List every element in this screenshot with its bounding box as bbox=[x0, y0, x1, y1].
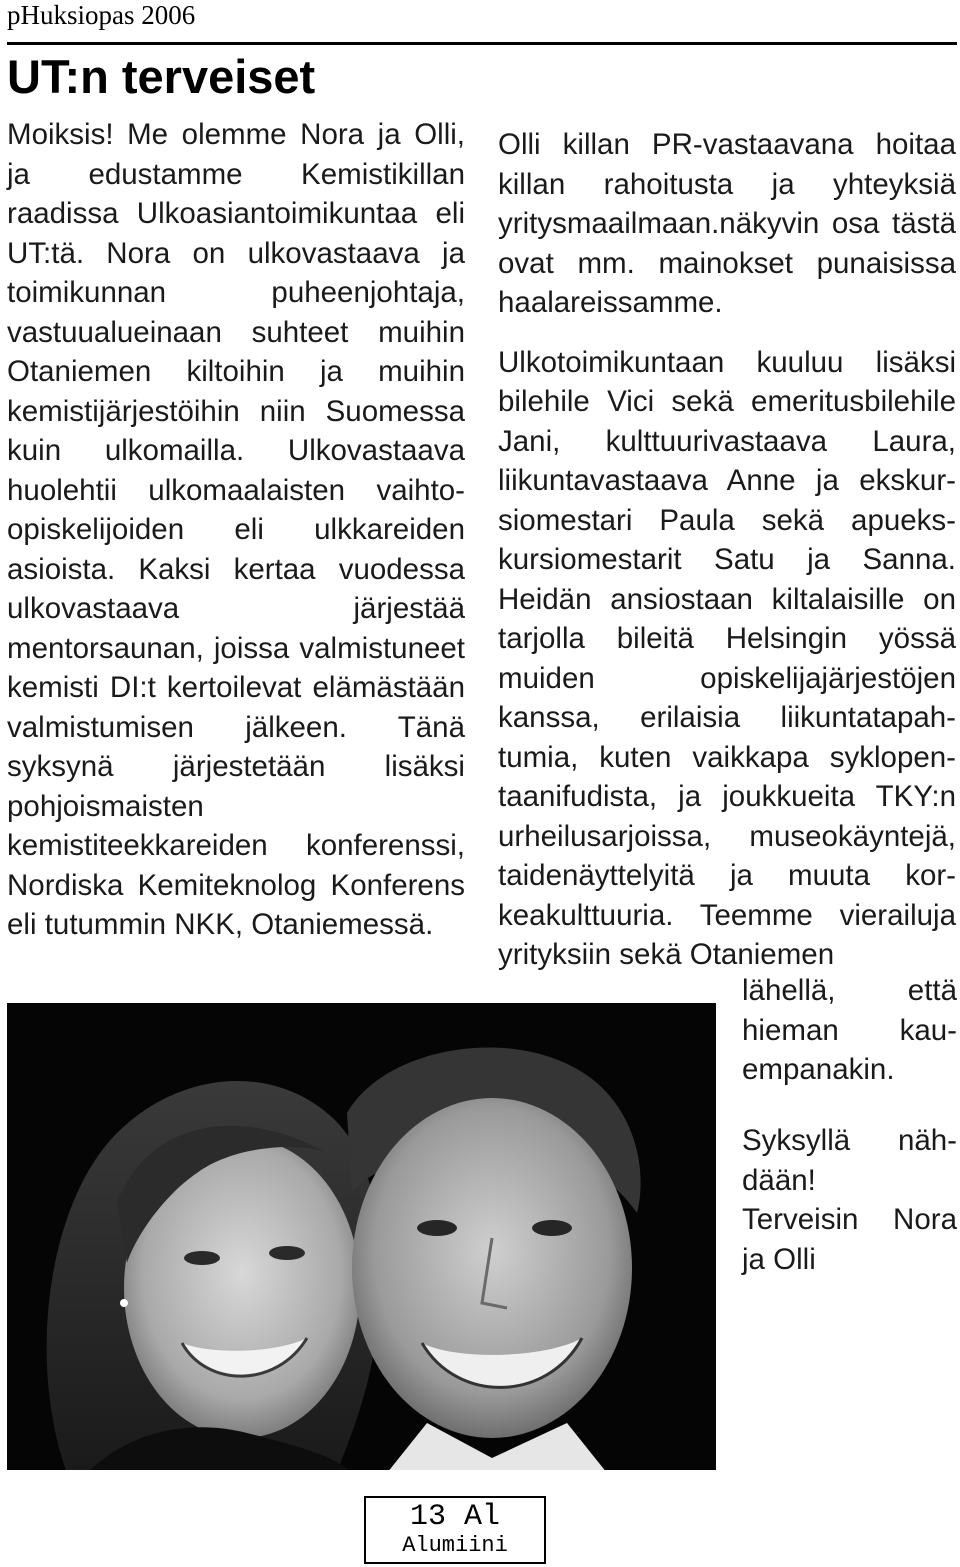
signature-line: Terveisin Nora ja Olli bbox=[742, 1203, 957, 1276]
portrait-photo-drawing bbox=[7, 1003, 716, 1470]
left-column bbox=[7, 115, 465, 945]
narrow-column-continuation bbox=[742, 971, 957, 1090]
article-title: UT:n terveiset bbox=[7, 50, 316, 103]
page-number: 13 bbox=[409, 1500, 446, 1534]
left-column-text: Moiksis! Me olemme Nora ja Olli, ja edustamme Kemistikillan raadissa Ulkoasiantoimikuntaa eli UT:tä. Nora on ulkovastaava ja toimikunnan puheenjohtaja, vastuualueinaan suhteet muihin Otaniemen kiltoihin ja muihin kemistijärjestöihin niin Suomessa kuin ulkomailla. Ulkovastaava huolehtii ulkomaalaisten vaihto-opiskelijoiden eli ulkkareiden asioista. Kaksi kertaa vuodessa ulkovastaava järjestää mentorsaunan, joissa valmistuneet kemisti DI:t kertoilevat elämästään valmistumisen jälkeen. Tänä syksynä järjestetään lisäksi pohjoismaisten kemistiteekkareiden konferenssi, Nordiska Kemiteknolog Konferens eli tutummin NKK, Otaniemessä. bbox=[7, 118, 465, 941]
magazine-logo-mark: Al bbox=[464, 1500, 501, 1534]
greeting-line: Syksyllä nähdään! bbox=[742, 1124, 957, 1197]
header-divider bbox=[7, 42, 957, 45]
magazine-name: Alumiini bbox=[402, 1533, 508, 1558]
closing-greeting bbox=[742, 1121, 957, 1279]
right-column bbox=[498, 125, 956, 975]
narrow-paragraph-1: lähellä, että hieman kauempanakin. bbox=[742, 974, 957, 1086]
right-paragraph-2: Ulkotoimikuntaan kuuluu lisäksi bilehile Vici sekä emeritusbilehile Jani, kulttuurivastaava Laura, liikuntavastaava Anne ja ekskursiomestari Paula sekä apuekskursiomestarit Satu ja Sanna. Heidän ansiostaan kiltalaisille on tarjolla bileitä Helsingin yössä muiden opiskelijajärjestöjen kanssa, erilaisia liikuntatapahtumia, kuten vaikkapa syklopentaanifudista, ja joukkueita TKY:n urheilusarjoissa, museokäyntejä, taidenäyttelyitä ja muuta korkeakulttuuria. Teemme vierailuja yrityksiin sekä Otaniemen bbox=[498, 345, 956, 971]
page-number-line bbox=[366, 1502, 544, 1532]
portrait-photo bbox=[7, 1003, 716, 1470]
right-paragraph-1: Olli killan PR-vastaavana hoitaa killan rahoitusta ja yhteyksiä yritysmaailmaan.näkyvin osa tästä ovat mm. mainokset punaisissa haalareissamme. bbox=[498, 128, 956, 319]
page-footer-box bbox=[364, 1496, 546, 1564]
publication-header: pHuksiopas 2006 bbox=[7, 0, 196, 30]
